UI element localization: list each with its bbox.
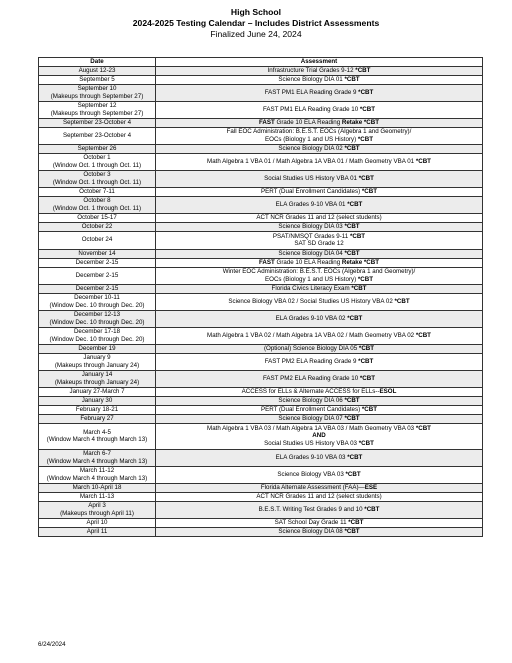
assessment-cell — [156, 144, 483, 153]
assessment-line — [158, 397, 480, 405]
date-line: September 12 — [77, 102, 117, 109]
assessment-line — [158, 298, 480, 306]
date-cell — [39, 213, 156, 222]
date-line: (Window Dec. 10 through Dec. 20) — [49, 335, 145, 343]
date-cell — [39, 327, 156, 344]
assessment-text: Science Biology DIA 07 — [278, 414, 345, 422]
date-line: January 27-March 7 — [69, 387, 125, 395]
date-line: January 9 — [83, 354, 111, 361]
table-row — [39, 492, 483, 501]
assessment-text: ELA Grades 9-10 VBA 02 — [275, 314, 348, 322]
assessment-cell — [156, 170, 483, 187]
date-line: November 14 — [78, 249, 116, 257]
bold-text: *CBT — [357, 275, 373, 283]
date-line: March 11-12 — [79, 467, 115, 474]
date-line: December 2-15 — [75, 258, 119, 266]
date-cell — [39, 449, 156, 466]
table-row — [39, 170, 483, 187]
bold-text: *CBT — [351, 284, 367, 292]
assessment-text: SAT School Day Grade 11 — [274, 518, 349, 526]
assessment-line — [158, 285, 480, 293]
date-line: September 5 — [79, 75, 115, 83]
assessment-text: Science Biology VBA 02 / Social Studies US History VBA 02 — [228, 297, 395, 305]
date-line: February 18-21 — [75, 405, 119, 413]
date-line: October 7-11 — [79, 187, 115, 195]
assessment-line — [158, 223, 480, 231]
assessment-cell — [156, 187, 483, 196]
assessment-text: (Optional) Science Biology DIA 05 — [263, 344, 359, 352]
assessment-cell — [156, 249, 483, 258]
assessment-line — [158, 375, 480, 383]
school-name: High School — [230, 7, 282, 17]
assessment-text: Infrastructure Trial Grades 9-12 — [267, 66, 356, 74]
assessment-cell — [156, 527, 483, 536]
calendar-title: 2024-2025 Testing Calendar – Includes District Assessments — [132, 18, 380, 28]
assessment-cell — [156, 267, 483, 284]
assessment-line — [158, 471, 480, 479]
assessment-text: ELA Grades 9-10 VBA 03 — [275, 453, 348, 461]
assessment-line — [158, 332, 480, 340]
assessment-text: FAST PM2 ELA Reading Grade 9 — [264, 357, 359, 365]
table-row — [39, 153, 483, 170]
table-row — [39, 284, 483, 293]
assessment-cell — [156, 387, 483, 396]
date-cell — [39, 518, 156, 527]
assessment-line — [158, 76, 480, 84]
date-line: (Makeups through April 11) — [60, 509, 134, 517]
date-line: February 27 — [80, 414, 114, 422]
date-cell — [39, 66, 156, 75]
bold-text: *CBT — [358, 439, 374, 447]
table-row — [39, 414, 483, 423]
date-line: December 19 — [78, 344, 116, 352]
assessment-text: ACT NCR Grades 11 and 12 (select students) — [256, 213, 382, 221]
assessment-line — [158, 528, 480, 536]
assessment-line — [158, 158, 480, 166]
date-column-header: Date — [39, 58, 156, 67]
date-cell — [39, 222, 156, 231]
assessment-text: EOCs (Biology 1 and US History) — [265, 135, 358, 143]
assessment-cell — [156, 405, 483, 414]
assessment-text: ELA Grades 9-10 VBA 01 — [275, 200, 348, 208]
table-row — [39, 231, 483, 249]
assessment-cell — [156, 293, 483, 310]
bold-text: *CBT — [394, 297, 410, 305]
table-row — [39, 84, 483, 101]
date-cell — [39, 170, 156, 187]
assessment-line — [158, 440, 480, 448]
date-line: (Window Oct. 1 through Oct. 11) — [52, 161, 142, 169]
table-row — [39, 222, 483, 231]
assessment-line — [158, 484, 480, 492]
date-cell — [39, 423, 156, 449]
date-cell — [39, 84, 156, 101]
table-row — [39, 370, 483, 387]
assessment-cell — [156, 101, 483, 118]
assessment-line — [158, 506, 480, 514]
table-row — [39, 527, 483, 536]
assessment-text: ACT NCR Grades 11 and 12 (select students) — [256, 492, 382, 500]
date-line: (Makeups through January 24) — [54, 361, 140, 369]
assessment-line — [158, 259, 480, 267]
date-line: December 17-18 — [73, 328, 121, 335]
assessment-text: Science Biology DIA 01 — [278, 75, 345, 83]
date-cell — [39, 258, 156, 267]
assessment-cell — [156, 222, 483, 231]
bold-text: *CBT — [344, 414, 360, 422]
date-cell — [39, 344, 156, 353]
assessment-cell — [156, 501, 483, 518]
date-cell — [39, 387, 156, 396]
date-line: October 3 — [83, 171, 111, 178]
date-cell — [39, 196, 156, 213]
assessment-line — [158, 145, 480, 153]
assessment-line — [158, 493, 480, 501]
bold-text: ESE — [364, 483, 378, 491]
footer-date: 6/24/2024 — [38, 641, 66, 648]
assessment-line — [158, 425, 480, 433]
table-row — [39, 144, 483, 153]
date-line: (Makeups through September 27) — [50, 109, 144, 117]
date-line: (Makeups through September 27) — [50, 92, 144, 100]
bold-text: ESOL — [379, 387, 397, 395]
bold-text: *CBT — [355, 66, 371, 74]
assessment-text: FAST PM2 ELA Reading Grade 10 — [262, 374, 360, 382]
date-cell — [39, 466, 156, 483]
table-row — [39, 66, 483, 75]
bold-text: *CBT — [361, 187, 377, 195]
date-line: October 1 — [83, 154, 111, 161]
table-row — [39, 127, 483, 144]
bold-text: *CBT — [344, 527, 360, 535]
date-cell — [39, 370, 156, 387]
date-cell — [39, 293, 156, 310]
table-row — [39, 187, 483, 196]
document-header — [0, 7, 512, 40]
table-row — [39, 75, 483, 84]
date-line: December 10-11 — [74, 294, 120, 301]
table-row — [39, 196, 483, 213]
date-line: September 10 — [77, 85, 117, 92]
assessment-cell — [156, 414, 483, 423]
date-line: December 12-13 — [73, 311, 121, 318]
bold-text: Retake *CBT — [341, 118, 380, 126]
table-header-row — [39, 58, 483, 67]
assessment-line — [158, 406, 480, 414]
assessment-text: Fall EOC Administration: B.E.S.T. EOCs (Algebra 1 and Geometry)/ — [226, 128, 412, 135]
assessment-cell — [156, 423, 483, 449]
assessment-cell — [156, 84, 483, 101]
bold-text: FAST — [258, 258, 275, 266]
date-cell — [39, 101, 156, 118]
assessment-cell — [156, 75, 483, 84]
date-cell — [39, 483, 156, 492]
bold-text: *CBT — [344, 396, 360, 404]
date-cell — [39, 414, 156, 423]
assessment-cell — [156, 196, 483, 213]
bold-text: *CBT — [344, 144, 360, 152]
date-cell — [39, 127, 156, 144]
assessment-text: ACCESS for ELLs & Alternate ACCESS for ELLs-- — [241, 387, 380, 395]
assessment-line — [158, 250, 480, 258]
assessment-line — [158, 106, 480, 114]
date-line: (Window March 4 through March 13) — [46, 474, 148, 482]
table-row — [39, 501, 483, 518]
table-row — [39, 344, 483, 353]
table-row — [39, 387, 483, 396]
bold-text: *CBT — [358, 357, 374, 365]
bold-text: AND — [312, 432, 326, 440]
bold-text: *CBT — [344, 75, 360, 83]
assessment-line — [158, 345, 480, 353]
table-row — [39, 518, 483, 527]
assessment-cell — [156, 344, 483, 353]
table-row — [39, 258, 483, 267]
table-row — [39, 249, 483, 258]
bold-text: *CBT — [361, 405, 377, 413]
table-row — [39, 213, 483, 222]
date-cell — [39, 153, 156, 170]
bold-text: *CBT — [357, 135, 373, 143]
date-cell — [39, 75, 156, 84]
assessment-text: Social Studies US History VBA 01 — [264, 174, 359, 182]
assessment-line — [158, 415, 480, 423]
bold-text: *CBT — [358, 344, 375, 352]
bold-text: *CBT — [415, 331, 431, 339]
bold-text: *CBT — [348, 518, 364, 526]
assessment-text: EOCs (Biology 1 and US History) — [265, 275, 358, 283]
date-line: (Window Dec. 10 through Dec. 20) — [49, 301, 145, 309]
assessment-text: PERT (Dual Enrollment Candidates) — [260, 405, 362, 413]
bold-text: *CBT — [349, 232, 366, 240]
assessment-line — [158, 214, 480, 222]
bold-text: *CBT — [364, 505, 380, 513]
table-row — [39, 466, 483, 483]
date-line: August 12-23 — [78, 66, 116, 74]
assessment-line — [158, 201, 480, 209]
assessment-text: Science Biology DIA 04 — [278, 249, 345, 257]
date-line: April 11 — [86, 527, 108, 535]
assessment-cell — [156, 231, 483, 249]
assessment-line — [158, 432, 480, 440]
date-line: October 22 — [81, 222, 113, 230]
date-line: (Window March 4 through March 13) — [46, 436, 148, 444]
table-row — [39, 396, 483, 405]
assessment-text: FAST PM1 ELA Reading Grade 9 — [264, 88, 359, 96]
assessment-cell — [156, 284, 483, 293]
bold-text: *CBT — [344, 222, 360, 230]
date-cell — [39, 405, 156, 414]
bold-text: *CBT — [347, 453, 363, 461]
table-row — [39, 353, 483, 370]
assessment-cell — [156, 396, 483, 405]
date-line: October 15-17 — [77, 213, 117, 221]
date-line: October 8 — [83, 197, 111, 204]
assessment-line — [158, 188, 480, 196]
assessment-line — [158, 67, 480, 75]
date-line: April 10 — [86, 518, 108, 526]
bold-text: *CBT — [359, 105, 375, 113]
assessment-cell — [156, 449, 483, 466]
assessment-line — [158, 276, 480, 284]
table-row — [39, 310, 483, 327]
date-line: March 11-13 — [79, 492, 115, 500]
assessment-text: Math Algebra 1 VBA 02 / Math Algebra 1A VBA 02 / Math Geometry VBA 02 — [207, 331, 416, 339]
assessment-line — [158, 89, 480, 97]
date-line: March 4-5 — [83, 428, 111, 436]
date-cell — [39, 231, 156, 249]
table-row — [39, 483, 483, 492]
assessment-line — [158, 240, 480, 248]
bold-text: *CBT — [358, 88, 374, 96]
assessment-line — [158, 175, 480, 183]
assessment-cell — [156, 127, 483, 144]
assessment-cell — [156, 327, 483, 344]
table-row — [39, 449, 483, 466]
assessment-line — [158, 315, 480, 323]
assessment-text: FAST PM1 ELA Reading Grade 10 — [262, 105, 360, 113]
table-row — [39, 118, 483, 127]
date-cell — [39, 249, 156, 258]
bold-text: *CBT — [345, 470, 361, 478]
date-line: January 14 — [81, 371, 113, 378]
date-line: (Makeups through January 24) — [54, 378, 140, 386]
assessment-cell — [156, 258, 483, 267]
table-row — [39, 293, 483, 310]
date-line: December 2-15 — [75, 271, 119, 279]
bold-text: *CBT — [344, 249, 360, 257]
date-line: September 23-October 4 — [62, 131, 132, 139]
date-line: (Window Oct. 1 through Oct. 11) — [52, 178, 142, 186]
date-line: (Window Oct. 1 through Oct. 11) — [52, 204, 142, 212]
assessment-line — [158, 119, 480, 127]
assessment-line — [158, 454, 480, 462]
assessment-text: Florida Civics Literacy Exam — [271, 284, 352, 292]
table-row — [39, 267, 483, 284]
bold-text: *CBT — [347, 314, 363, 322]
date-cell — [39, 267, 156, 284]
date-line: March 6-7 — [83, 450, 111, 457]
finalized-date: Finalized June 24, 2024 — [210, 29, 302, 39]
assessment-text: Grade 10 ELA Reading — [274, 258, 342, 266]
assessment-text: PERT (Dual Enrollment Candidates) — [260, 187, 362, 195]
table-row — [39, 405, 483, 414]
assessment-text: Florida Alternate Assessment (FAA)— — [260, 483, 365, 491]
assessment-text: Science Biology VBA 03 — [277, 470, 346, 478]
assessment-text: Social Studies US History VBA 03 — [264, 439, 359, 447]
date-cell — [39, 144, 156, 153]
date-line: (Window Dec. 10 through Dec. 20) — [49, 318, 145, 326]
assessment-line — [158, 519, 480, 527]
date-line: March 10-April 18 — [72, 483, 122, 491]
bold-text: *CBT — [358, 174, 374, 182]
assessment-cell — [156, 370, 483, 387]
date-line: December 2-15 — [75, 284, 119, 292]
date-cell — [39, 396, 156, 405]
bold-text: Retake *CBT — [341, 258, 380, 266]
bold-text: *CBT — [415, 424, 431, 432]
bold-text: *CBT — [359, 374, 375, 382]
assessment-cell — [156, 66, 483, 75]
assessment-line — [158, 136, 480, 144]
date-cell — [39, 353, 156, 370]
assessment-line — [158, 268, 480, 276]
assessment-line — [158, 233, 480, 241]
assessment-text: Science Biology DIA 02 — [278, 144, 345, 152]
assessment-text: B.E.S.T. Writing Test Grades 9 and 10 — [258, 505, 365, 513]
date-cell — [39, 284, 156, 293]
date-line: January 30 — [81, 396, 113, 404]
assessment-text: Science Biology DIA 03 — [278, 222, 345, 230]
assessment-line — [158, 388, 480, 396]
date-cell — [39, 492, 156, 501]
assessment-cell — [156, 213, 483, 222]
assessment-text: Math Algebra 1 VBA 03 / Math Algebra 1A VBA 03 / Math Geometry VBA 03 — [207, 424, 416, 432]
assessment-cell — [156, 483, 483, 492]
date-line: (Window March 4 through March 13) — [46, 457, 148, 465]
assessment-text: Science Biology DIA 08 — [278, 527, 345, 535]
date-cell — [39, 118, 156, 127]
assessment-cell — [156, 310, 483, 327]
testing-calendar-table — [38, 57, 483, 537]
assessment-cell — [156, 153, 483, 170]
table-row — [39, 101, 483, 118]
assessment-column-header: Assessment — [156, 58, 483, 67]
assessment-text: PSAT/NMSQT Grades 9-11 — [272, 232, 350, 240]
date-line: September 26 — [77, 144, 117, 152]
date-cell — [39, 527, 156, 536]
date-line: April 3 — [88, 502, 106, 509]
bold-text: *CBT — [415, 157, 431, 165]
date-cell — [39, 187, 156, 196]
assessment-cell — [156, 466, 483, 483]
assessment-text: Math Algebra 1 VBA 01 / Math Algebra 1A VBA 01 / Math Geometry VBA 01 — [207, 157, 416, 165]
assessment-cell — [156, 518, 483, 527]
bold-text: FAST — [258, 118, 275, 126]
assessment-cell — [156, 492, 483, 501]
assessment-cell — [156, 118, 483, 127]
table-row — [39, 423, 483, 449]
date-line: October 24 — [81, 236, 113, 244]
assessment-cell — [156, 353, 483, 370]
assessment-text: Winter EOC Administration: B.E.S.T. EOCs (Algebra 1 and Geometry)/ — [222, 268, 416, 275]
assessment-text: SAT SD Grade 12 — [294, 240, 344, 248]
table-row — [39, 327, 483, 344]
assessment-text: Science Biology DIA 06 — [278, 396, 345, 404]
assessment-text: Grade 10 ELA Reading — [274, 118, 342, 126]
bold-text: *CBT — [347, 200, 363, 208]
assessment-line — [158, 358, 480, 366]
date-line: September 23-October 4 — [62, 118, 132, 126]
date-cell — [39, 501, 156, 518]
date-cell — [39, 310, 156, 327]
assessment-line — [158, 128, 480, 136]
